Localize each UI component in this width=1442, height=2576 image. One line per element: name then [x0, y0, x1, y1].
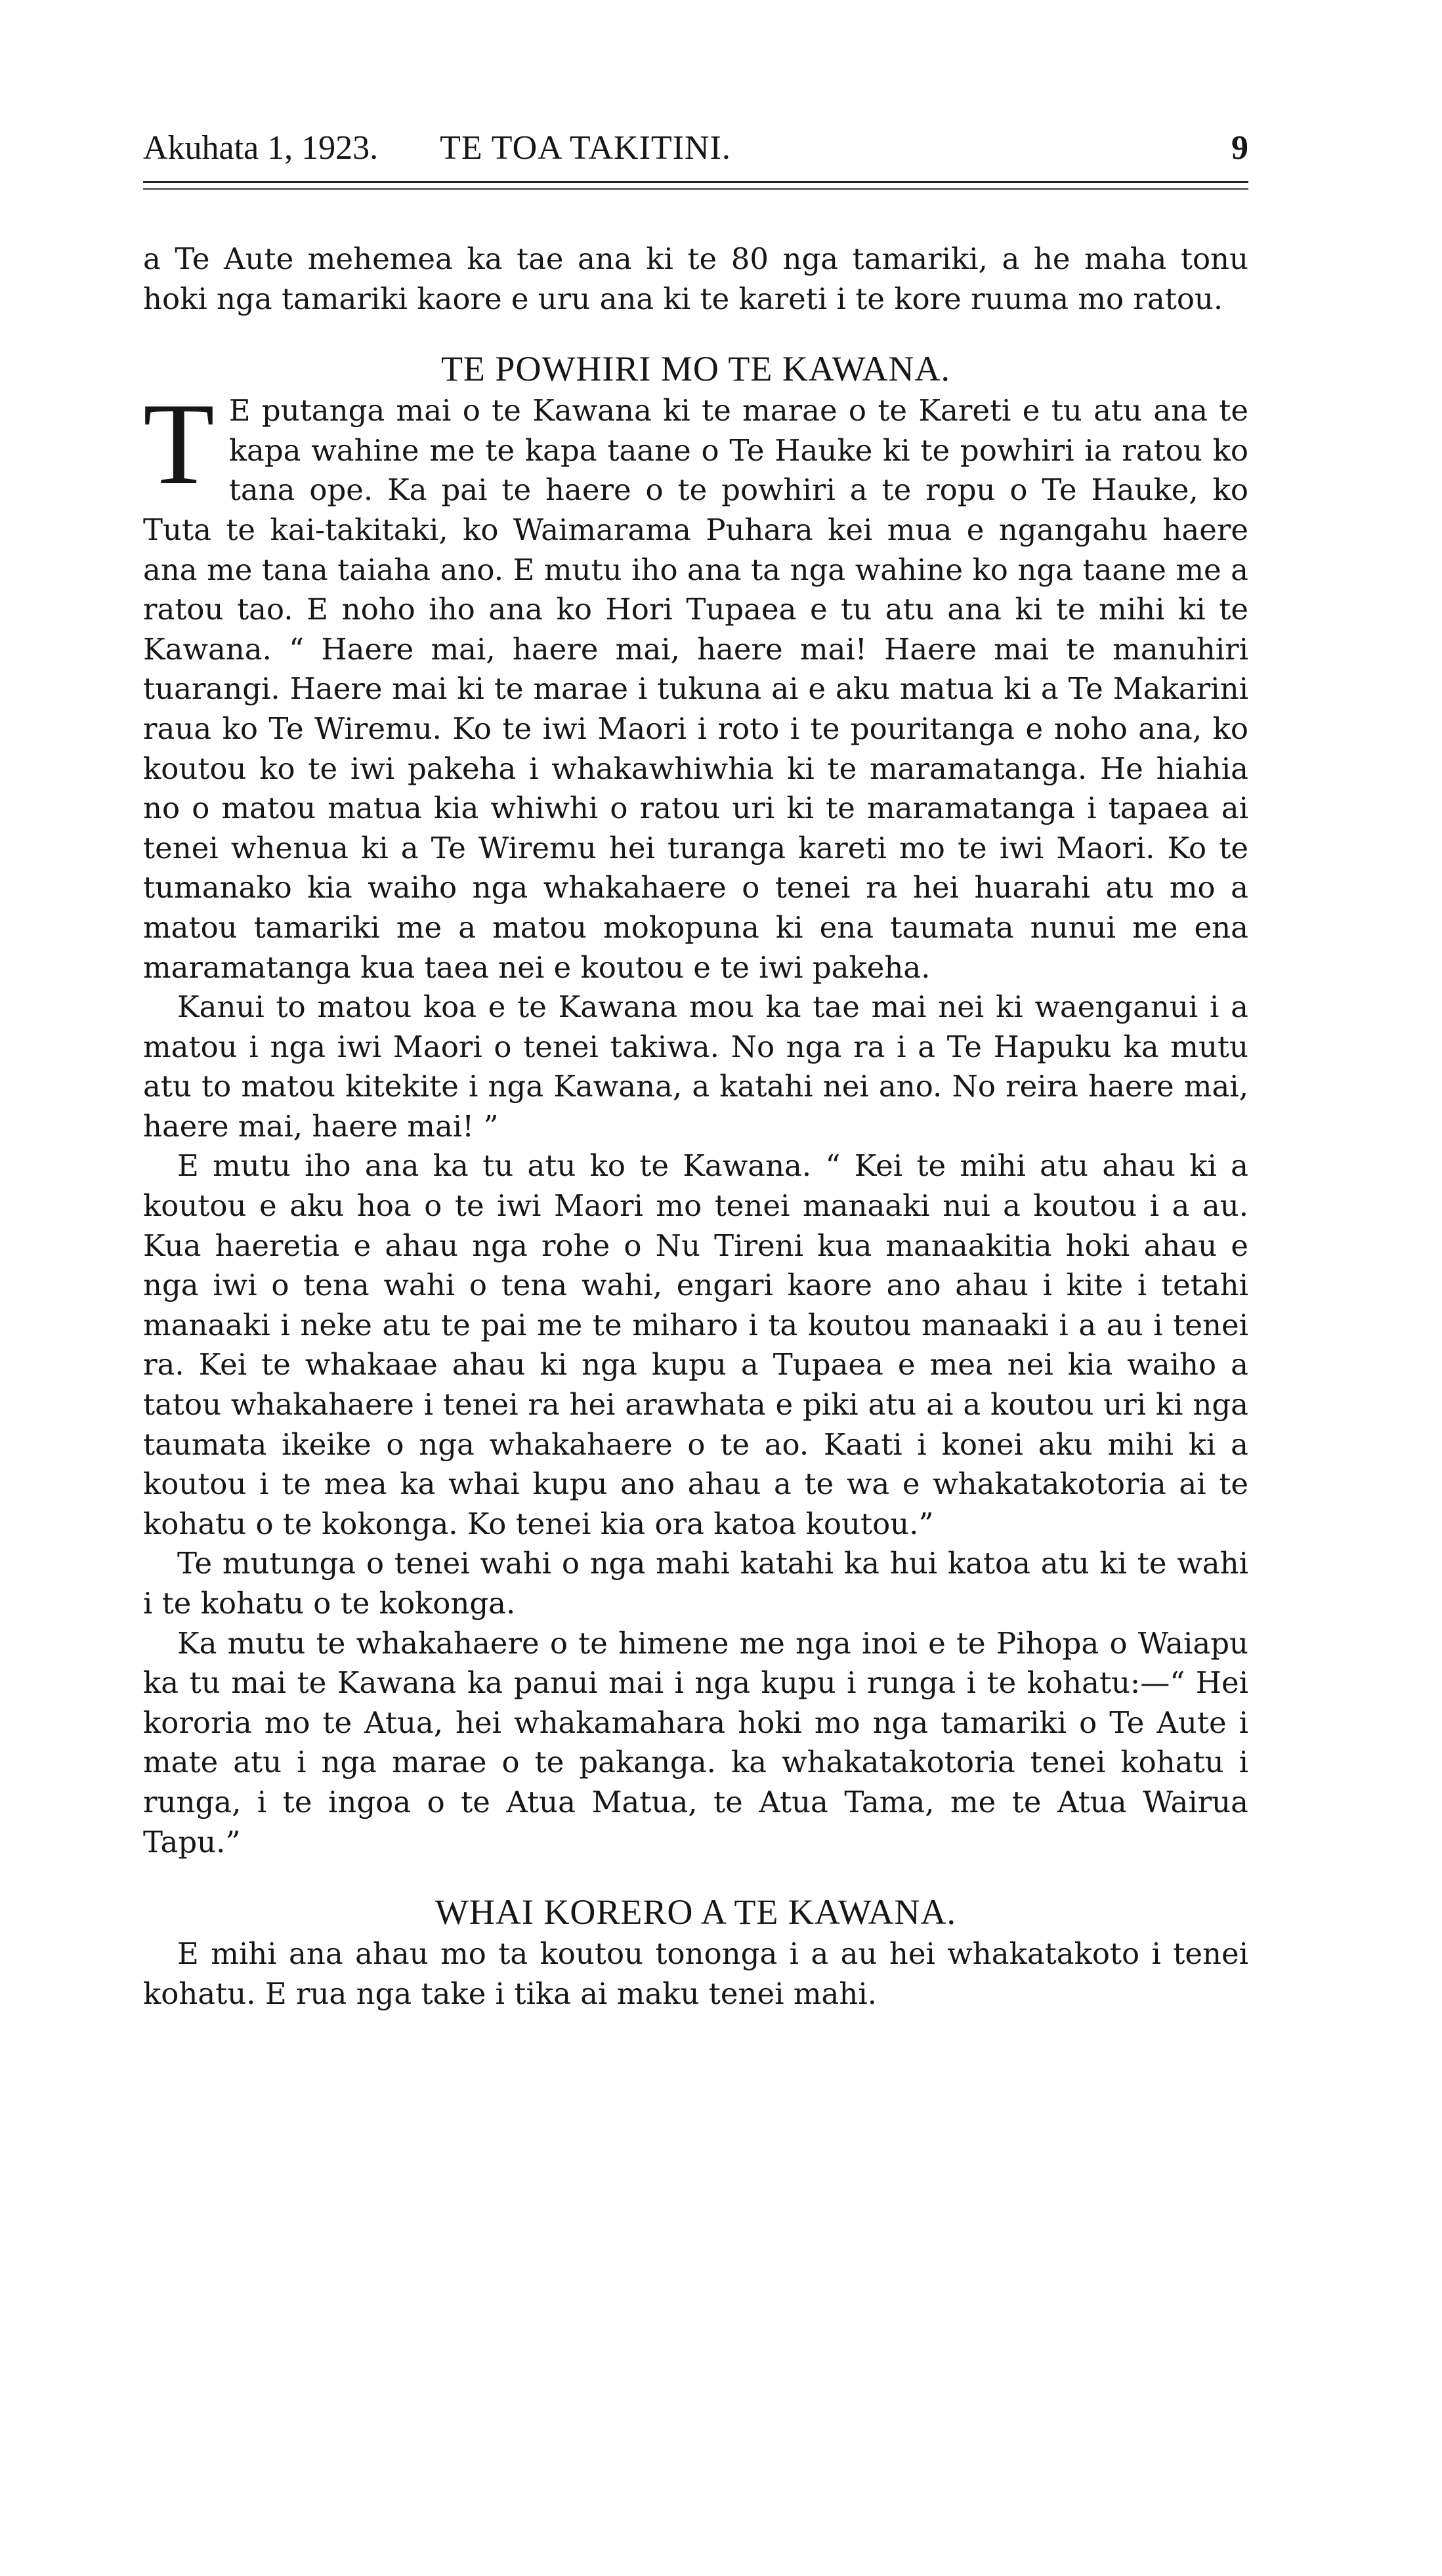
running-header: [143, 131, 1248, 172]
header-rule: [143, 181, 1248, 183]
header-rule-thin: [143, 188, 1248, 190]
paragraph-welcome: [143, 379, 1248, 987]
article-body: [143, 239, 1248, 2014]
page-number: 9: [1231, 129, 1248, 167]
paragraph-joy: Kanui to matou koa e te Kawana mou ka tae mai nei ki waenganui i a matou i nga iwi Maori o tenei takiwa. No nga ra i a Te Hapuku ka mutu atu to matou kitekite i nga Kawana, a katahi nei ano. No reira haere mai, haere mai, haere mai! ”: [143, 989, 1248, 1144]
paragraph-governor-reply: E mutu iho ana ka tu atu ko te Kawana. “ Kei te mihi atu ahau ki a koutou e aku hoa o te iwi Maori mo tenei manaaki nui a koutou i a au. Kua haeretia e ahau nga rohe o Nu Tireni kua manaakitia hoki ahau e nga iwi o tena wahi o tena wahi, engari kaore ano ahau i kite i tetahi manaaki i neke atu te pai me te miharo i ta koutou manaaki i a au i tenei ra. Kei te whakaae ahau ki nga kupu a Tupaea e mea nei kia waiho a tatou whakahaere i tenei ra hei arawhata e piki atu ai a koutou uri ki nga taumata ikeike o nga whakahaere o te ao. Kaati i konei aku mihi ki a koutou i te mea ka whai kupu ano ahau a te wa e whakatakotoria ai te kohatu o te kokonga. Ko tenei kia ora katoa koutou.”: [143, 1148, 1248, 1541]
issue-date: Akuhata 1, 1923.: [143, 129, 379, 167]
journal-title: TE TOA TAKITINI.: [440, 129, 731, 167]
paragraph-foundation-stone: Ka mutu te whakahaere o te himene me nga inoi e te Pihopa o Waiapu ka tu mai te Kawana ka panui mai i nga kupu i runga i te kohatu:—“ Hei kororia mo te Atua, hei whakamahara hoki mo nga tamariki o Te Aute i mate atu i nga marae o te pakanga. ka whakatakotoria tenei kohatu i runga, i te ingoa o te Atua Matua, te Atua Tama, me te Atua Wairua Tapu.”: [143, 1625, 1248, 1859]
intro-paragraph: a Te Aute mehemea ka tae ana ki te 80 nga tamariki, a he maha tonu hoki nga tamariki kaore e uru ana ki te kareti i te kore ruuma mo ratou.: [143, 241, 1248, 316]
section-heading-speech: WHAI KORERO A TE KAWANA.: [435, 1892, 957, 1932]
section-heading-powhiri: TE POWHIRI MO TE KAWANA.: [440, 349, 951, 389]
paragraph-speech-start: E mihi ana ahau mo ta koutou tononga i a au hei whakatakoto i tenei kohatu. E rua nga take i tika ai maku tenei mahi.: [143, 1936, 1248, 2011]
document-page: [143, 131, 1248, 2014]
drop-cap: T: [143, 379, 215, 509]
paragraph-welcome-text: E putanga mai o te Kawana ki te marae o te Kareti e tu atu ana te kapa wahine me te kapa taane o Te Hauke ki te powhiri ia ratou ko tana ope. Ka pai te haere o te powhiri a te ropu o Te Hauke, ko Tuta te kai-takitaki, ko Waimarama Puhara kei mua e ngangahu haere ana me tana taiaha ano. E mutu iho ana ta nga wahine ko nga taane me a ratou tao. E noho iho ana ko Hori Tupaea e tu atu ana ki te mihi ki te Kawana. “ Haere mai, haere mai, haere mai! Haere mai te manuhiri tuarangi. Haere mai ki te marae i tukuna ai e aku matua ki a Te Makarini raua ko Te Wiremu. Ko te iwi Maori i roto i te pouritanga e noho ana, ko koutou ko te iwi pakeha i whakawhiwhia ki te maramatanga. He hiahia no o matou matua kia whiwhi o ratou uri ki te maramatanga i tapaea ai tenei whenua ki a Te Wiremu hei turanga kareti mo te iwi Maori. Ko te tumanako kia waiho nga whakahaere o tenei ra hei huarahi atu mo a matou tamariki me a matou mokopuna ki ena taumata nunui me ena maramatanga kua taea nei e koutou e te iwi pakeha.: [143, 393, 1248, 985]
paragraph-gathering: Te mutunga o tenei wahi o nga mahi katahi ka hui katoa atu ki te wahi i te kohatu o te kokonga.: [143, 1546, 1248, 1621]
